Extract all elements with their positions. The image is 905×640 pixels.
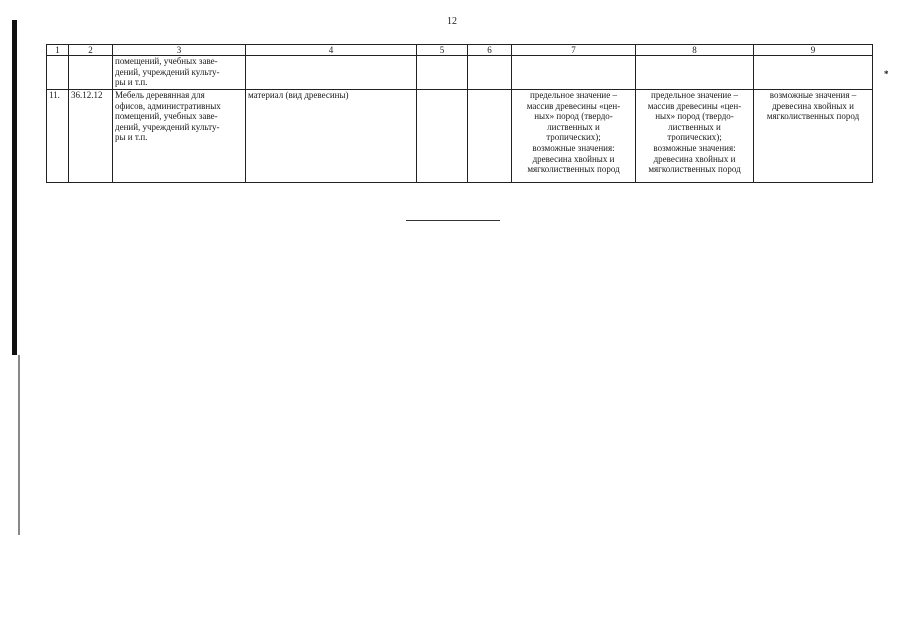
- table-cell-number: 11.: [47, 90, 69, 183]
- end-divider-line: [406, 220, 500, 221]
- column-header: 8: [636, 45, 754, 56]
- table-cell: [47, 56, 69, 90]
- table-row-item-11: [47, 90, 873, 183]
- data-table: [46, 44, 873, 183]
- table-cell: [468, 56, 512, 90]
- column-header: 6: [468, 45, 512, 56]
- column-header: 2: [69, 45, 113, 56]
- column-header: 1: [47, 45, 69, 56]
- table-cell-product-name: помещений, учебных заве- дений, учреждений культу- ры и т.п.: [113, 56, 246, 90]
- scan-speck-mark: *: [884, 69, 889, 79]
- column-header: 3: [113, 45, 246, 56]
- scan-edge-shadow: [12, 20, 17, 355]
- column-header: 5: [417, 45, 468, 56]
- table-cell: [468, 90, 512, 183]
- table-cell: [636, 56, 754, 90]
- table-cell-characteristic: материал (вид древесины): [246, 90, 417, 183]
- page-number: 12: [447, 16, 457, 27]
- table-cell-product-name: Мебель деревянная для офисов, административных помещений, учебных заве- дений, учреждений культу- ры и т.п.: [113, 90, 246, 183]
- table-cell: [417, 90, 468, 183]
- table-cell: [69, 56, 113, 90]
- table-header-row: [47, 45, 873, 56]
- table-cell-value-8: предельное значение – массив древесины «цен- ных» пород (твердо- лиственных и тропических); возможные значения: древесина хвойных и мягколиственных пород: [636, 90, 754, 183]
- table-row-continuation: [47, 56, 873, 90]
- table-cell: [246, 56, 417, 90]
- table-cell: [417, 56, 468, 90]
- table-cell: [754, 56, 873, 90]
- table-cell: [512, 56, 636, 90]
- column-header: 9: [754, 45, 873, 56]
- scan-edge-shadow-faint: [18, 355, 20, 535]
- table-cell-value-7: предельное значение – массив древесины «цен- ных» пород (твердо- лиственных и тропических); возможные значения: древесина хвойных и мягколиственных пород: [512, 90, 636, 183]
- table-cell-value-9: возможные значения – древесина хвойных и мягколиственных пород: [754, 90, 873, 183]
- column-header: 4: [246, 45, 417, 56]
- table-cell-code: 36.12.12: [69, 90, 113, 183]
- column-header: 7: [512, 45, 636, 56]
